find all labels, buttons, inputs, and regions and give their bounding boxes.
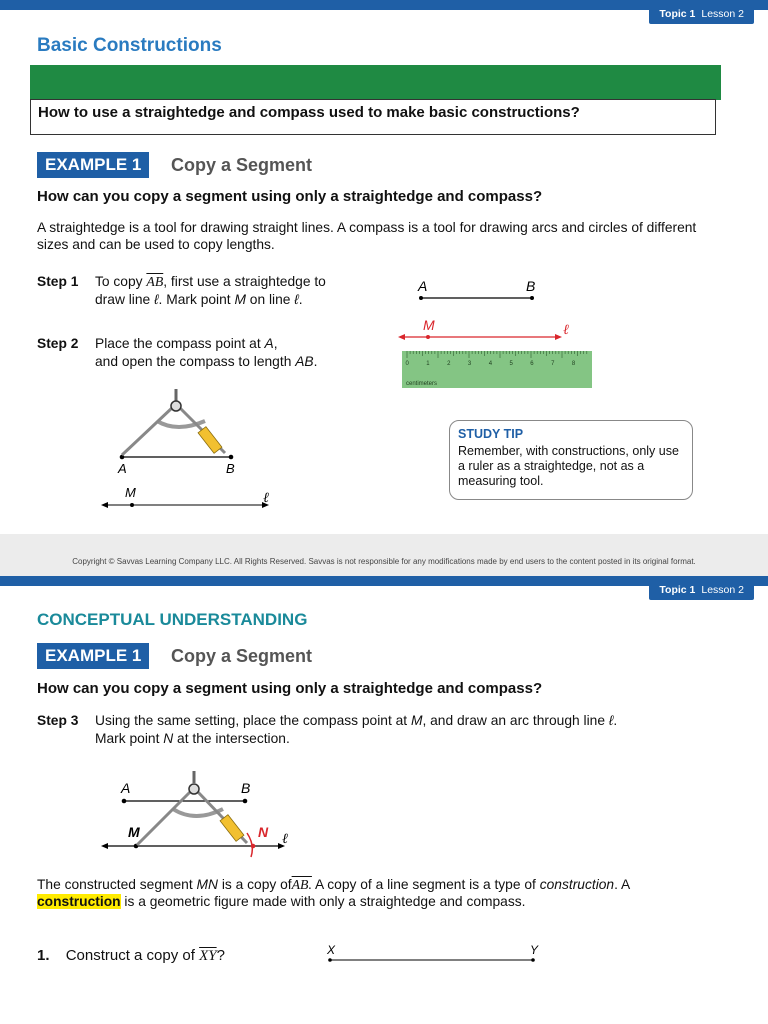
compass-icon [122, 389, 225, 455]
lesson-label: Lesson 2 [701, 8, 744, 20]
ruler-number: 1 [426, 361, 430, 367]
segment-ab-figure [390, 275, 610, 395]
fig1-point-m: M [125, 485, 136, 500]
copyright-text: Copyright © Savvas Learning Company LLC. All Rights Reserved. Savvas is not responsible for any modifications made by end users to the content posted in its original format. [72, 557, 696, 566]
step3-text: Using the same setting, place the compass point at M, and draw an arc through line ℓ. Mark point N at the intersection. [95, 713, 618, 746]
segment-xy: $\overline{XY}$ [199, 948, 217, 964]
ruler-number: 0 [405, 361, 409, 367]
topic-label: Topic 1 [659, 8, 696, 20]
conclusion-paragraph: The constructed segment MN is a copy ofAB. A copy of a line segment is a type of construction. A construction is a geometric figure made with only a straightedge and compass. [37, 877, 631, 909]
ruler-number: 4 [488, 361, 493, 367]
topic-lesson-tab [649, 4, 754, 24]
ruler-label: centimeters [406, 381, 438, 387]
exercise-1: 1. Construct a copy of $\overline{XY}$? [37, 947, 225, 964]
ruler-number: 7 [551, 361, 555, 367]
page-footer [0, 534, 768, 576]
line-l-label: ℓ [563, 323, 569, 338]
study-tip-title: STUDY TIP [458, 427, 524, 441]
ruler-number: 3 [467, 361, 472, 367]
fig1-line-l: ℓ [263, 491, 269, 506]
ruler-number: 8 [571, 361, 576, 367]
step2-label: Step 2 [37, 336, 79, 351]
compass-figure-2 [95, 765, 305, 865]
example-title: Copy a Segment [171, 155, 313, 175]
compass-icon-2 [137, 771, 247, 845]
fig1-point-b: B [226, 461, 235, 476]
exercise-text: Construct a copy of [65, 947, 200, 964]
step3-label: Step 3 [37, 713, 79, 728]
lesson-label-2: Lesson 2 [701, 584, 744, 596]
fig2-point-n: N [258, 824, 269, 840]
segment-ab: $\overline{AB}$ [146, 274, 164, 289]
segment-xy-figure [322, 940, 547, 968]
fig2-point-b: B [241, 780, 251, 796]
example-question-2: How can you copy a segment using only a straightedge and compass? [37, 680, 543, 697]
fig2-point-a: A [121, 780, 131, 796]
topic-lesson-tab-2 [649, 580, 754, 600]
page-title: Basic Constructions [37, 35, 222, 56]
essential-question-bar [30, 65, 721, 100]
point-b-label: B [526, 278, 536, 294]
example-title-2: Copy a Segment [171, 646, 313, 666]
study-tip-text: Remember, with constructions, only use a ruler as a straightedge, not as a measuring tool. [458, 444, 679, 488]
ruler-number: 2 [447, 361, 451, 367]
step1-text: To copy $\overline{AB}$, first use a straightedge to draw line ℓ. Mark point M on line ℓ. [95, 274, 326, 307]
section-heading: CONCEPTUAL UNDERSTANDING [37, 610, 308, 629]
fig2-line-l: ℓ [282, 832, 288, 847]
compass-figure-1 [95, 385, 285, 515]
ruler [402, 351, 592, 388]
step1-label: Step 1 [37, 274, 79, 289]
intro-paragraph: A straightedge is a tool for drawing straight lines. A compass is a tool for drawing arcs and circles of different sizes and can be used to copy lengths. [37, 220, 697, 252]
point-x-label: X [327, 943, 336, 957]
example-badge: EXAMPLE 1 [37, 152, 149, 178]
study-tip-box [449, 420, 693, 500]
point-y-label: Y [530, 943, 539, 957]
example-question: How can you copy a segment using only a straightedge and compass? [37, 188, 543, 205]
example-badge-2: EXAMPLE 1 [37, 643, 149, 669]
ruler-number: 6 [530, 361, 534, 367]
exercise-number: 1. [37, 947, 50, 964]
ruler-number: 5 [509, 361, 513, 367]
point-a-label: A [418, 278, 428, 294]
vocab-term-construction: construction [37, 894, 121, 909]
step2-text: Place the compass point at A, and open the compass to length AB. [95, 336, 318, 369]
topic-label-2: Topic 1 [659, 584, 696, 596]
essential-question: How to use a straightedge and compass used to make basic constructions? [30, 99, 716, 135]
fig1-point-a: A [118, 461, 127, 476]
point-m-label: M [423, 317, 435, 333]
fig2-point-m: M [128, 824, 140, 840]
